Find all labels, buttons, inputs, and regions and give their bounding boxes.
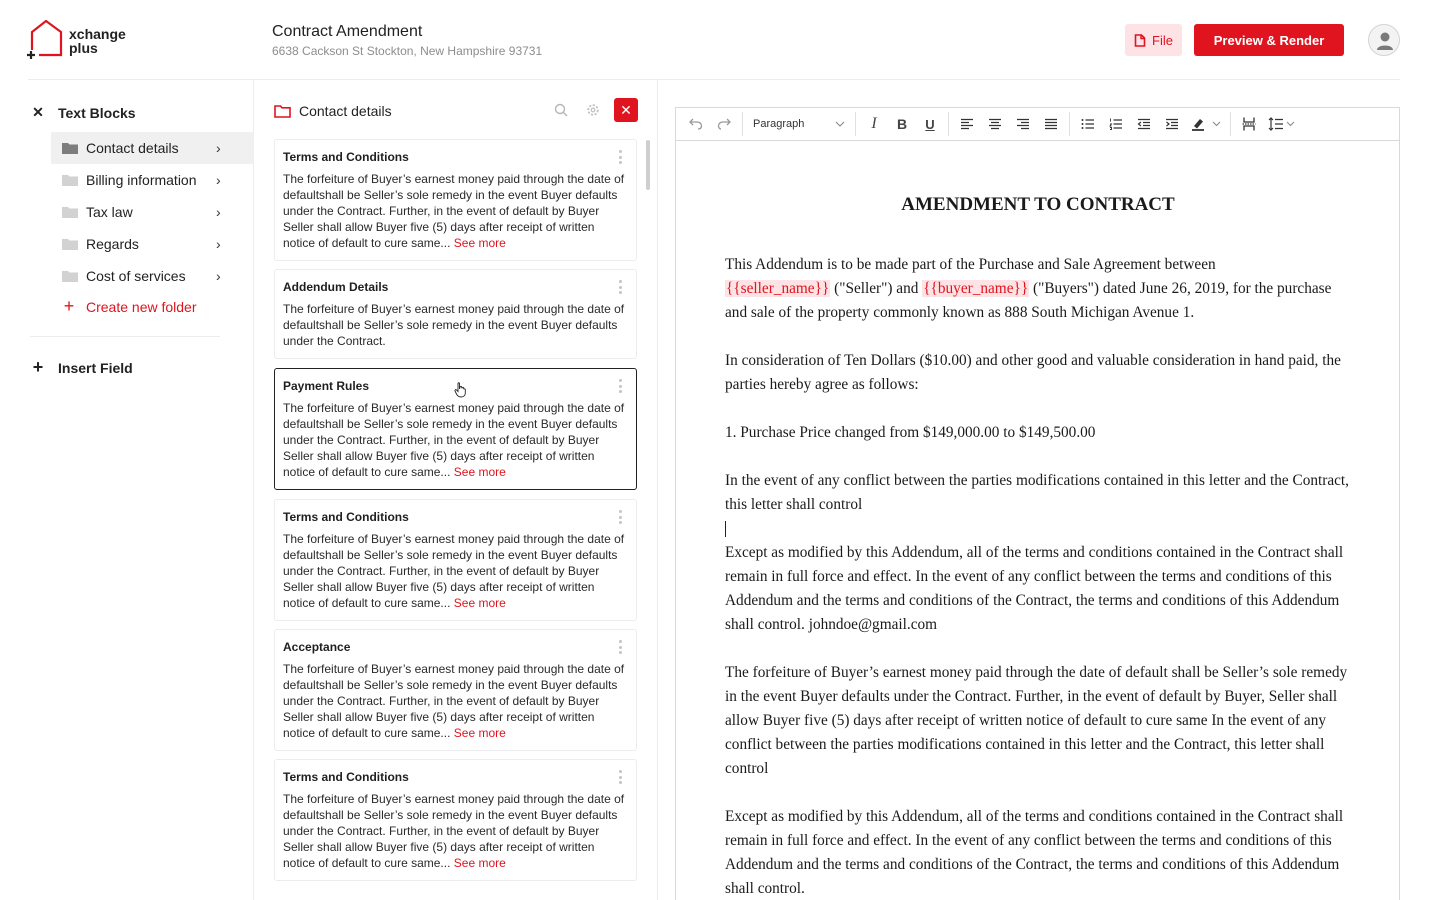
- text-blocks-panel: [254, 80, 658, 900]
- doc-paragraph: In consideration of Ten Dollars ($10.00) and other good and valuable consideration in hand paid, the parties hereby agree as follows:: [725, 352, 1341, 393]
- line-height-icon: [1268, 117, 1284, 131]
- panel-header: [274, 100, 638, 122]
- chevron-down-icon: [1212, 121, 1221, 127]
- sidebar-item-cost-of-services[interactable]: [51, 260, 254, 292]
- insert-field-toggle[interactable]: [32, 357, 133, 378]
- text-blocks-toggle[interactable]: [32, 104, 136, 121]
- doc-paragraph: 1. Purchase Price changed from $149,000.00 to $149,500.00: [725, 424, 1096, 441]
- list-scrollbar[interactable]: [646, 140, 650, 190]
- text-block-card[interactable]: [274, 629, 637, 751]
- plus-icon: +: [63, 296, 75, 316]
- chevron-right-icon: ›: [216, 204, 221, 220]
- logo-line2: plus: [69, 40, 98, 56]
- card-body: The forfeiture of Buyer’s earnest money paid through the date of defaultshall be Seller’s sole remedy in the event Buyer defaults under the Contract. Further, in the event of default by Buyer Seller shall allow Buyer five (5) days after receipt of written notice of default to cure same...: [283, 172, 625, 250]
- outdent-icon: [1137, 118, 1151, 130]
- close-panel-button[interactable]: [614, 98, 638, 122]
- bold-button[interactable]: [888, 110, 916, 138]
- folder-label: Cost of services: [86, 268, 186, 284]
- align-justify-icon: [1044, 118, 1058, 130]
- card-title: Terms and Conditions: [283, 150, 409, 164]
- card-title: Addendum Details: [283, 280, 389, 294]
- plus-icon: +: [32, 357, 44, 377]
- create-new-folder-button[interactable]: [62, 296, 197, 317]
- underline-icon: U: [925, 116, 935, 132]
- more-vertical-icon[interactable]: [618, 150, 622, 164]
- document-content[interactable]: [676, 193, 1399, 900]
- line-height-button[interactable]: [1263, 110, 1299, 138]
- search-button[interactable]: [550, 99, 572, 121]
- xchange-plus-logo[interactable]: [26, 20, 136, 62]
- redo-button[interactable]: [710, 110, 738, 138]
- doc-paragraph: Except as modified by this Addendum, all of the terms and conditions contained in the Contract shall remain in full force and effect. In the event of any conflict between the terms and conditions of this Addendum and the terms and conditions of the Contract, the terms and conditions of this Addendum shall control.: [725, 808, 1344, 897]
- align-center-icon: [988, 118, 1002, 130]
- block-format-value: Paragraph: [753, 118, 805, 130]
- folder-label: Tax law: [86, 204, 133, 220]
- card-title: Terms and Conditions: [283, 510, 409, 524]
- sidebar-item-regards[interactable]: [51, 228, 254, 260]
- card-body: The forfeiture of Buyer’s earnest money paid through the date of defaultshall be Seller’s sole remedy in the event Buyer defaults under the Contract. Further, in the event of default by Buyer Seller shall allow Buyer five (5) days after receipt of written notice of default to cure same...: [283, 792, 625, 870]
- text-block-card[interactable]: [274, 269, 637, 359]
- insert-field-label: Insert Field: [58, 359, 133, 376]
- document-title-block: [272, 22, 542, 58]
- sidebar-divider: [30, 336, 220, 337]
- preview-render-button[interactable]: Preview & Render: [1194, 24, 1344, 56]
- app-header: [0, 0, 1440, 80]
- align-left-icon: [960, 118, 974, 130]
- undo-icon: [689, 118, 703, 130]
- settings-button[interactable]: [582, 99, 604, 121]
- chevron-right-icon: ›: [216, 140, 221, 156]
- page-break-icon: [1242, 117, 1256, 131]
- see-more-link[interactable]: See more: [453, 856, 506, 870]
- file-button[interactable]: [1125, 24, 1182, 56]
- gear-icon: [586, 103, 600, 117]
- align-left-button[interactable]: [953, 110, 981, 138]
- page-title: Contract Amendment: [272, 23, 423, 40]
- sidebar-item-billing-information[interactable]: [51, 164, 254, 196]
- file-icon: [1134, 34, 1146, 47]
- card-body: The forfeiture of Buyer’s earnest money paid through the date of defaultshall be Seller’s sole remedy in the event Buyer defaults under the Contract. Further, in the event of default by Buyer Seller shall allow Buyer five (5) days after receipt of written notice of default to cure same...: [283, 532, 625, 610]
- card-body: The forfeiture of Buyer’s earnest money paid through the date of defaultshall be Seller’s sole remedy in the event Buyer defaults under the Contract. Further, in the event of default by Buyer Seller shall allow Buyer five (5) days after receipt of written notice of default to cure same...: [283, 401, 625, 479]
- folder-icon: [62, 206, 78, 218]
- document-heading: AMENDMENT TO CONTRACT: [901, 194, 1175, 215]
- doc-paragraph: This Addendum is to be made part of the Purchase and Sale Agreement between {{seller_name}} ("Seller") and {{buyer_name}} ("Buyers") dated June 26, 2019, for the purchase and sale of the property commonly known as 888 South Michigan Avenue 1.: [725, 256, 1332, 321]
- bullet-list-button[interactable]: [1074, 110, 1102, 138]
- underline-button[interactable]: [916, 110, 944, 138]
- document-editor: [675, 107, 1400, 900]
- doc-paragraph: In the event of any conflict between the parties modifications contained in this letter and the Contract, this letter shall control: [725, 472, 1349, 513]
- italic-icon: I: [871, 115, 877, 132]
- page-break-button[interactable]: [1235, 110, 1263, 138]
- file-button-label: File: [1152, 32, 1173, 48]
- card-title: Terms and Conditions: [283, 770, 409, 784]
- chevron-right-icon: ›: [216, 236, 221, 252]
- close-icon: ✕: [620, 101, 632, 118]
- align-right-button[interactable]: [1009, 110, 1037, 138]
- folder-icon: [62, 238, 78, 250]
- search-icon: [554, 103, 568, 117]
- sidebar-item-contact-details[interactable]: [51, 132, 254, 164]
- logo-line1: xchange: [69, 26, 126, 42]
- user-avatar[interactable]: [1368, 24, 1400, 56]
- card-body: The forfeiture of Buyer’s earnest money paid through the date of defaultshall be Seller’s sole remedy in the event Buyer defaults under the Contract. Further, in the event of default by Buyer Seller shall allow Buyer five (5) days after receipt of written notice of default to cure same...: [283, 662, 625, 740]
- card-title: Acceptance: [283, 640, 351, 654]
- more-vertical-icon[interactable]: [618, 379, 622, 393]
- more-vertical-icon[interactable]: [618, 510, 622, 524]
- align-right-icon: [1016, 118, 1030, 130]
- numbered-list-icon: [1109, 118, 1123, 130]
- see-more-link[interactable]: See more: [453, 465, 506, 479]
- redo-icon: [717, 118, 731, 130]
- chevron-right-icon: ›: [216, 172, 221, 188]
- close-icon: ✕: [32, 104, 44, 120]
- text-caret: [725, 521, 726, 537]
- more-vertical-icon[interactable]: [618, 640, 622, 654]
- left-sidebar: [0, 80, 254, 900]
- chevron-down-icon: [835, 121, 845, 127]
- folder-label: Regards: [86, 236, 139, 252]
- card-title: Payment Rules: [283, 379, 370, 393]
- numbered-list-button[interactable]: [1102, 110, 1130, 138]
- italic-button[interactable]: [860, 110, 888, 138]
- folder-icon: [62, 270, 78, 282]
- doc-paragraph: Except as modified by this Addendum, all of the terms and conditions contained in the Contract shall remain in full force and effect. In the event of any conflict between the terms and conditions of this Addendum and the terms and conditions of the Contract, the terms and conditions of this Addendum shall control. johndoe@gmail.com: [725, 544, 1344, 633]
- text-block-card[interactable]: [274, 759, 637, 881]
- user-icon: [1369, 25, 1400, 56]
- sidebar-item-tax-law[interactable]: [51, 196, 254, 228]
- folder-outline-icon: [274, 105, 291, 118]
- doc-paragraph: The forfeiture of Buyer’s earnest money paid through the date of default shall be Seller’s sole remedy in the event Buyer defaults under the Contract. Further, in the event of default by Buyer, Seller shall allow Buyer five (5) days after receipt of written notice of default to cure same In the event of any conflict between the parties modifications contained in this letter and the Contract, this letter shall control: [725, 664, 1348, 777]
- chevron-down-icon: [1286, 121, 1295, 127]
- panel-title: Contact details: [299, 103, 392, 119]
- block-format-select[interactable]: [747, 110, 851, 138]
- bullet-list-icon: [1081, 118, 1095, 130]
- card-body: The forfeiture of Buyer’s earnest money paid through the date of defaultshall be Seller’s sole remedy in the event Buyer defaults under the Contract.: [283, 302, 625, 348]
- text-caret-line: [725, 517, 1351, 541]
- editor-toolbar: [676, 108, 1399, 141]
- align-justify-button[interactable]: [1037, 110, 1065, 138]
- buyer-name-field[interactable]: {{buyer_name}}: [923, 280, 1029, 297]
- more-vertical-icon[interactable]: [618, 280, 622, 294]
- text-blocks-label: Text Blocks: [58, 104, 136, 121]
- see-more-link[interactable]: See more: [453, 596, 506, 610]
- indent-icon: [1165, 118, 1179, 130]
- folder-label: Billing information: [86, 172, 197, 188]
- chevron-right-icon: ›: [216, 268, 221, 284]
- undo-button[interactable]: [682, 110, 710, 138]
- bold-icon: B: [896, 116, 908, 132]
- create-folder-label: Create new folder: [86, 298, 197, 315]
- folder-label: Contact details: [86, 140, 179, 156]
- see-more-link[interactable]: See more: [453, 236, 506, 250]
- highlight-color-button[interactable]: [1186, 110, 1226, 138]
- highlighter-icon: [1191, 117, 1207, 131]
- more-vertical-icon[interactable]: [618, 770, 622, 784]
- hand-cursor-icon: [454, 382, 466, 398]
- see-more-link[interactable]: See more: [453, 726, 506, 740]
- seller-name-field[interactable]: {{seller_name}}: [726, 280, 830, 297]
- outdent-button[interactable]: [1130, 110, 1158, 138]
- folder-icon: [62, 142, 78, 154]
- text-block-card[interactable]: [274, 499, 637, 621]
- property-address: 6638 Cackson St Stockton, New Hampshire 93731: [272, 44, 543, 58]
- folder-icon: [62, 174, 78, 186]
- indent-button[interactable]: [1158, 110, 1186, 138]
- align-center-button[interactable]: [981, 110, 1009, 138]
- text-block-card[interactable]: [274, 139, 637, 261]
- house-logo-icon: [26, 20, 70, 62]
